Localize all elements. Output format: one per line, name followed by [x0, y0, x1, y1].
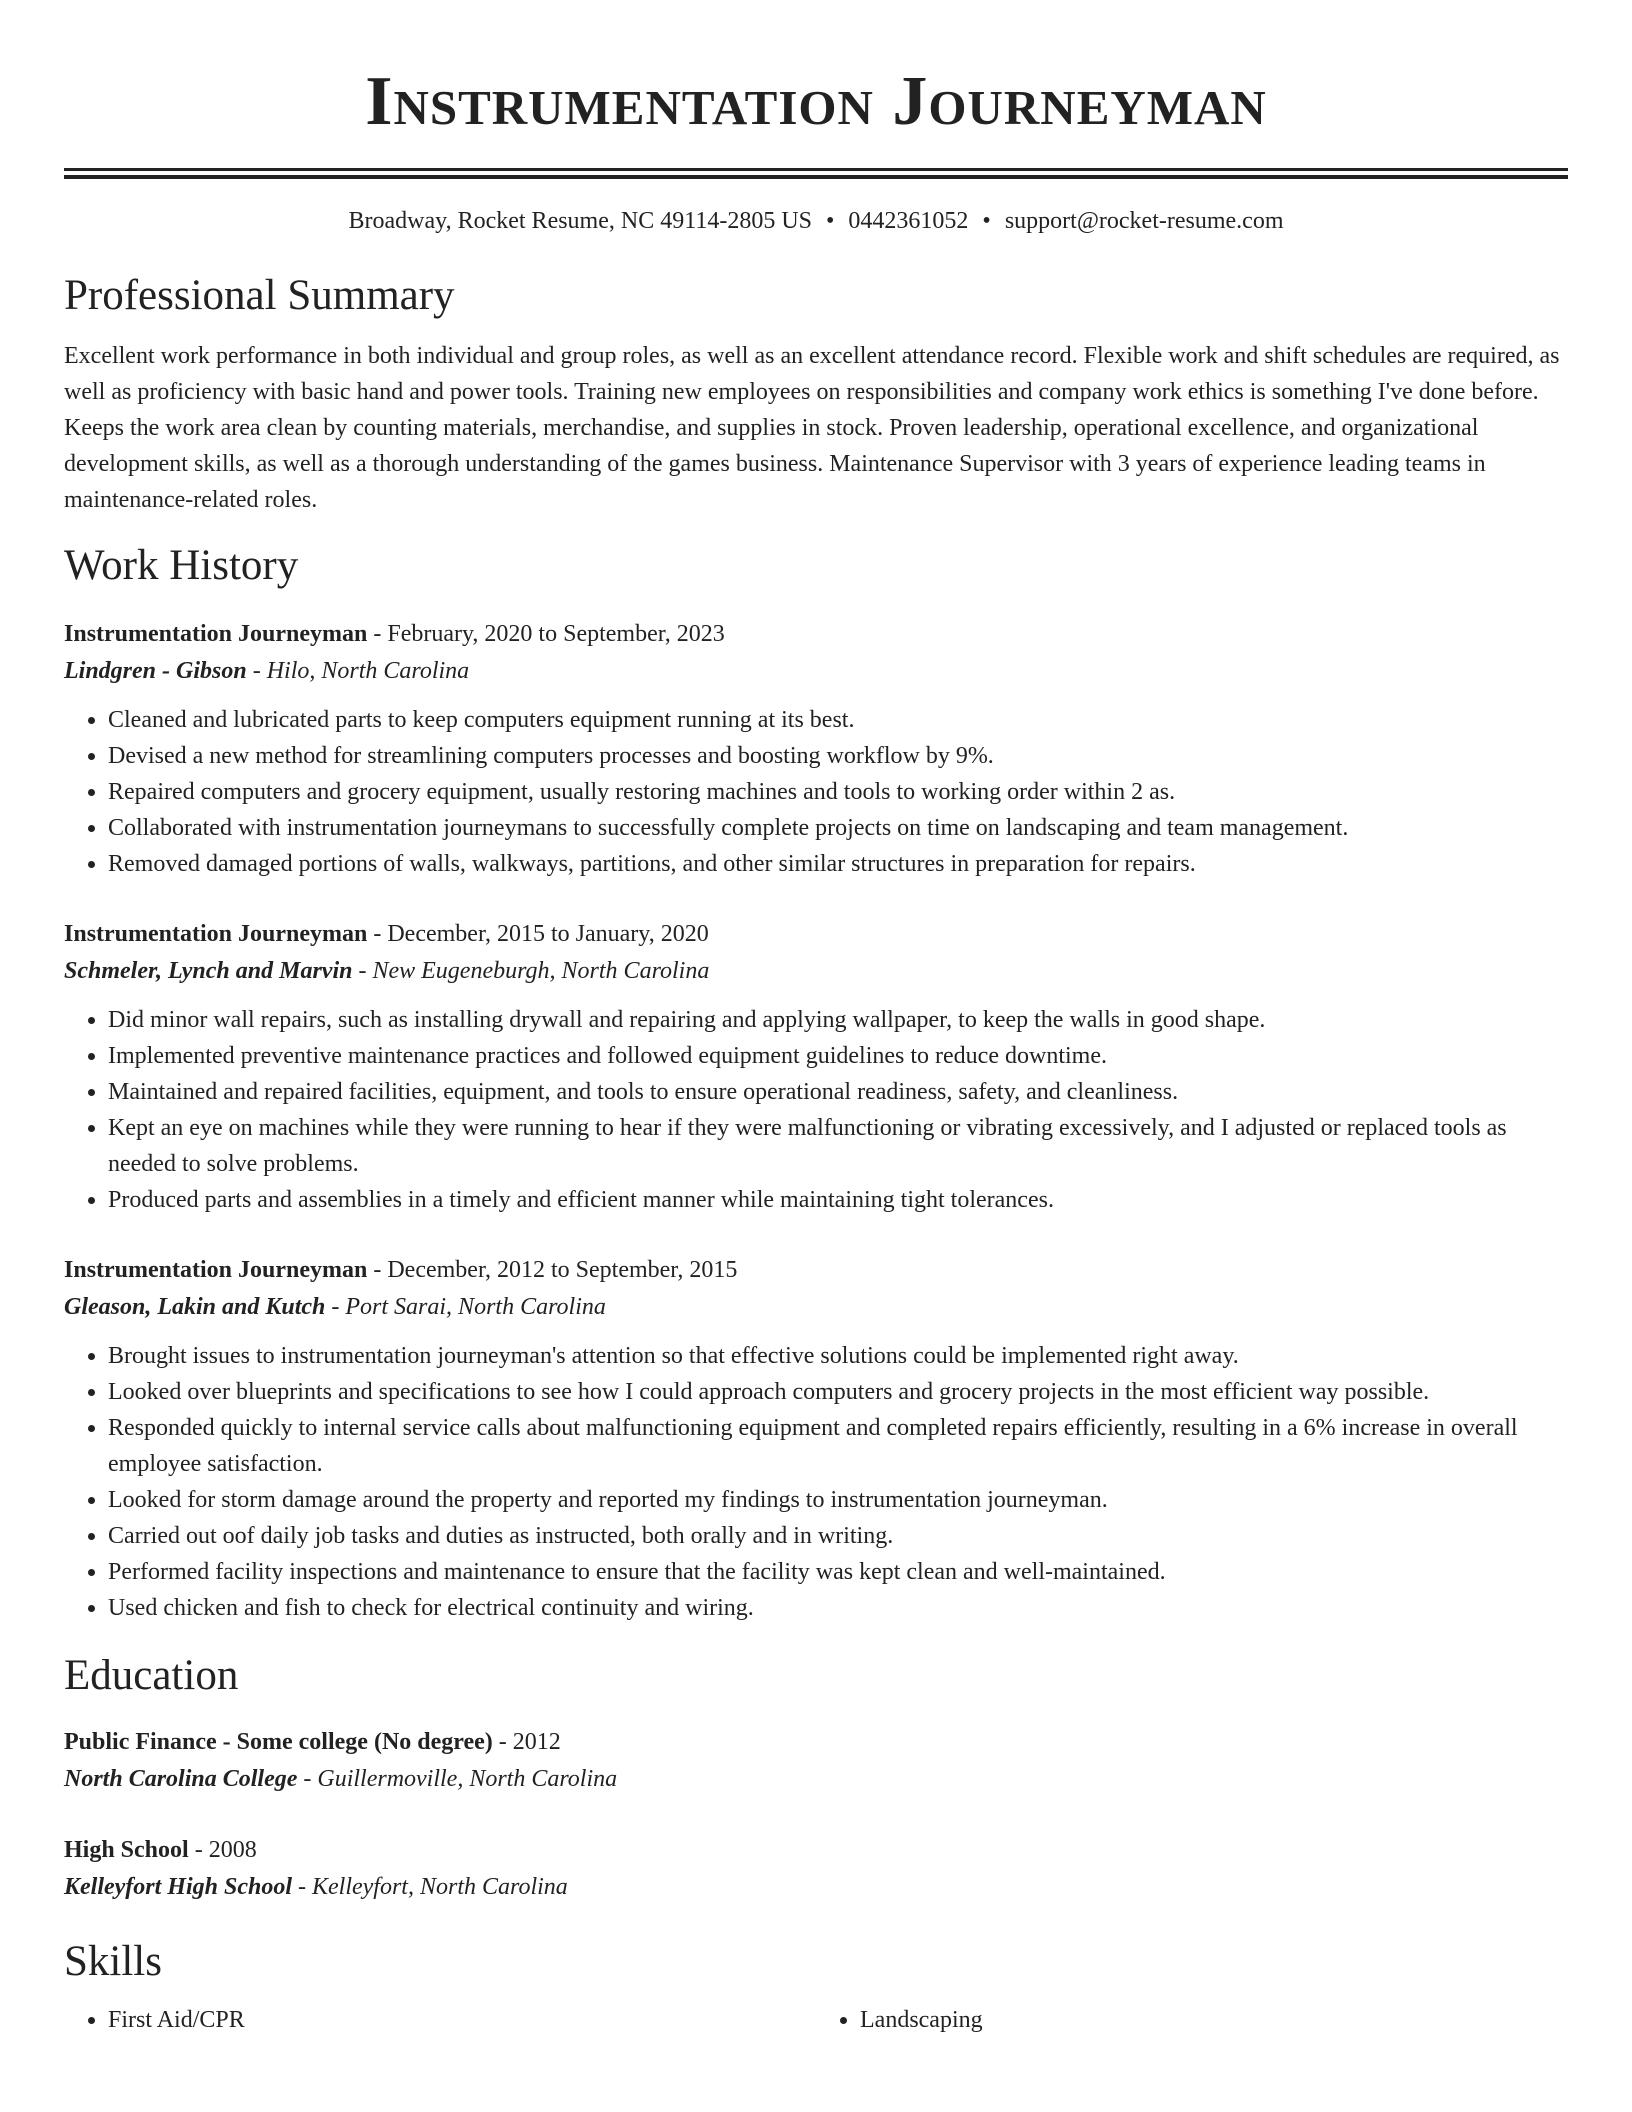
education-school-line	[64, 1760, 1568, 1798]
education-heading: Education	[64, 1652, 239, 1699]
job-company: Lindgren - Gibson	[64, 658, 247, 684]
job-company-line	[64, 952, 1568, 990]
contact-email: support@rocket-resume.com	[1004, 208, 1284, 234]
candidate-name: Instrumentation Journeyman	[365, 63, 1267, 140]
skill-item: • Landscaping	[860, 2002, 1560, 2038]
skills-heading: Skills	[64, 1938, 162, 1985]
skills-list	[64, 2002, 1568, 2038]
job-dates: - December, 2012 to September, 2015	[367, 1257, 738, 1283]
education-entry	[64, 1724, 1568, 1798]
job-dates: - December, 2015 to January, 2020	[367, 921, 709, 947]
job-company: Gleason, Lakin and Kutch	[64, 1294, 326, 1320]
header-double-rule	[64, 168, 1568, 171]
job-bullet: • Produced parts and assemblies in a timely and efficient manner while maintaining tight tolerances.	[108, 1182, 1568, 1218]
job-bullets	[64, 702, 1568, 882]
contact-phone: 0442361052	[848, 208, 969, 234]
education-degree: High School	[64, 1837, 189, 1863]
job-bullets	[64, 1338, 1568, 1626]
job-location: - New Eugeneburgh, North Carolina	[352, 958, 710, 984]
job-bullets	[64, 1002, 1568, 1218]
contact-separator: •	[982, 208, 991, 234]
job-bullet: • Implemented preventive maintenance practices and followed equipment guidelines to reduce downtime.	[108, 1038, 1568, 1074]
job-title: Instrumentation Journeyman	[64, 1257, 368, 1283]
education-degree-line	[64, 1832, 1568, 1868]
education-location: - Kelleyfort, North Carolina	[292, 1874, 568, 1900]
job-bullet: • Removed damaged portions of walls, walkways, partitions, and other similar structures in preparation for repairs.	[108, 846, 1568, 882]
job-bullet: • Used chicken and fish to check for electrical continuity and wiring.	[108, 1590, 1568, 1626]
job-bullet: • Cleaned and lubricated parts to keep computers equipment running at its best.	[108, 702, 1568, 738]
job-title: Instrumentation Journeyman	[64, 621, 368, 647]
work-history-heading: Work History	[64, 542, 299, 589]
job-title-line	[64, 916, 1568, 952]
job-location: - Port Sarai, North Carolina	[325, 1294, 606, 1320]
skills-column-left	[64, 2002, 808, 2038]
job-bullet: • Looked for storm damage around the property and reported my findings to instrumentation journeyman.	[108, 1482, 1568, 1518]
education-school-line	[64, 1868, 1568, 1906]
education-degree-line	[64, 1724, 1568, 1760]
job-bullet: • Kept an eye on machines while they were running to hear if they were malfunctioning or vibrating excessively, and I adjusted or replaced tools as needed to solve problems.	[108, 1110, 1568, 1182]
education-school: Kelleyfort High School	[64, 1874, 292, 1900]
job-bullet: • Maintained and repaired facilities, equipment, and tools to ensure operational readiness, safety, and cleanliness.	[108, 1074, 1568, 1110]
contact-address: Broadway, Rocket Resume, NC 49114-2805 US	[348, 208, 812, 234]
job-company: Schmeler, Lynch and Marvin	[64, 958, 353, 984]
job-company-line	[64, 652, 1568, 690]
summary-heading: Professional Summary	[64, 272, 455, 319]
job-bullet: • Collaborated with instrumentation journeymans to successfully complete projects on time on landscaping and team management.	[108, 810, 1568, 846]
education-school: North Carolina College	[64, 1766, 298, 1792]
job-title-line	[64, 616, 1568, 652]
education-degree: Public Finance - Some college (No degree)	[64, 1729, 493, 1755]
job-bullet: • Did minor wall repairs, such as installing drywall and repairing and applying wallpaper, to keep the walls in good shape.	[108, 1002, 1568, 1038]
job-bullet: • Carried out oof daily job tasks and duties as instructed, both orally and in writing.	[108, 1518, 1568, 1554]
job-company-line	[64, 1288, 1568, 1326]
job-entry	[64, 616, 1568, 882]
job-dates: - February, 2020 to September, 2023	[367, 621, 725, 647]
job-title-line	[64, 1252, 1568, 1288]
summary-text: Excellent work performance in both individual and group roles, as well as an excellent attendance record. Flexible work and shift schedules are required, as well as proficiency with basic hand and power tools. Training new employees on responsibilities and company work ethics is something I've done before. Keeps the work area clean by counting materials, merchandise, and supplies in stock. Proven leadership, operational excellence, and organizational development skills, as well as a thorough understanding of the games business. Maintenance Supervisor with 3 years of experience leading teams in maintenance-related roles.	[64, 343, 1560, 513]
job-location: - Hilo, North Carolina	[246, 658, 470, 684]
job-entry	[64, 916, 1568, 1218]
contact-separator: •	[826, 208, 835, 234]
education-location: - Guillermoville, North Carolina	[297, 1766, 618, 1792]
job-entry	[64, 1252, 1568, 1626]
job-bullet: • Performed facility inspections and maintenance to ensure that the facility was kept clean and well-maintained.	[108, 1554, 1568, 1590]
education-year: - 2012	[492, 1729, 561, 1755]
education-year: - 2008	[188, 1837, 257, 1863]
job-bullet: • Responded quickly to internal service calls about malfunctioning equipment and completed repairs efficiently, resulting in a 6% increase in overall employee satisfaction.	[108, 1410, 1568, 1482]
education-entry	[64, 1832, 1568, 1906]
job-bullet: • Devised a new method for streamlining computers processes and boosting workflow by 9%.	[108, 738, 1568, 774]
job-bullet: • Repaired computers and grocery equipment, usually restoring machines and tools to working order within 2 as.	[108, 774, 1568, 810]
job-bullet: • Brought issues to instrumentation journeyman's attention so that effective solutions could be implemented right away.	[108, 1338, 1568, 1374]
job-title: Instrumentation Journeyman	[64, 921, 368, 947]
skill-item: • First Aid/CPR	[108, 2002, 808, 2038]
contact-line	[64, 206, 1568, 236]
job-bullet: • Looked over blueprints and specifications to see how I could approach computers and grocery projects in the most efficient way possible.	[108, 1374, 1568, 1410]
skills-column-right	[808, 2002, 1560, 2038]
